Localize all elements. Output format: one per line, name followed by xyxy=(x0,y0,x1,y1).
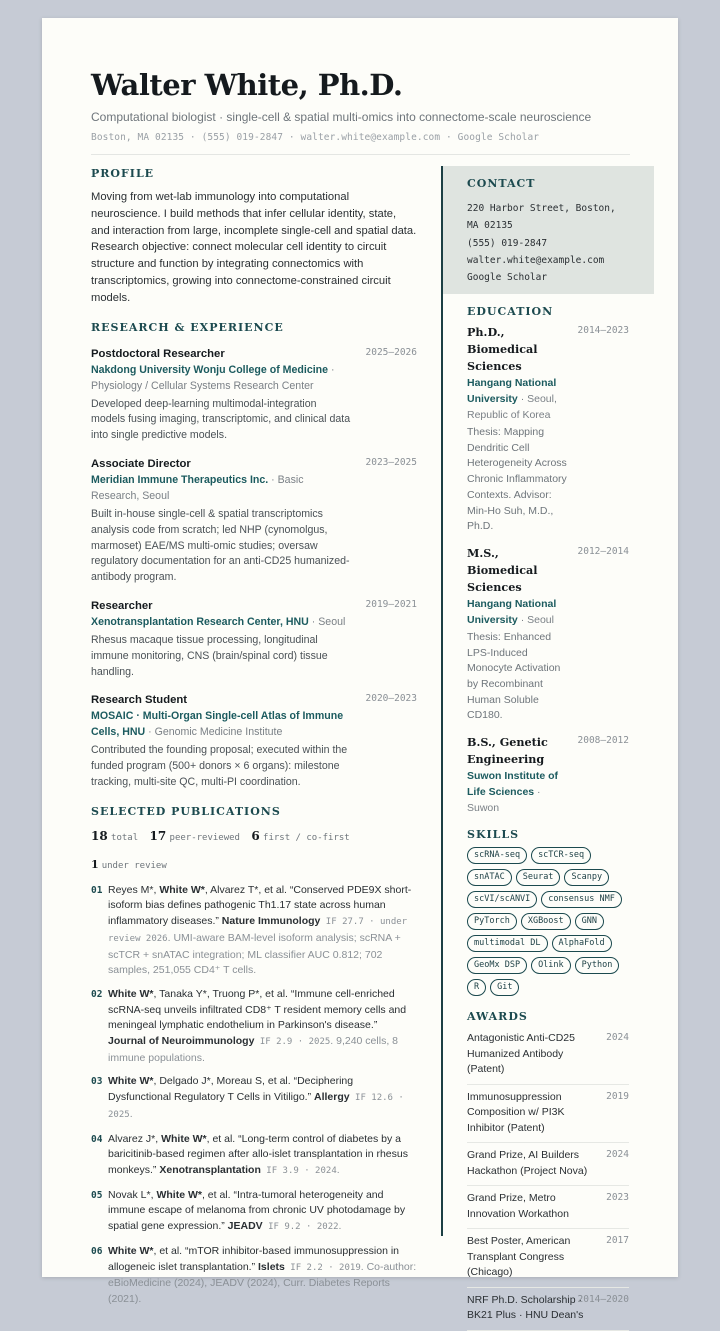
publication-title: , et al. “Long-term control of diabetes by a baricitinib-based regimen after allo-islet transplantation in rhesus monkeys.” xyxy=(108,1132,408,1176)
skill-chip: R xyxy=(467,979,486,996)
education-school: Suwon Institute of Life Sciences xyxy=(467,770,558,799)
experience-date: 2023–2025 xyxy=(365,456,417,468)
publication-title: , et al. “Intra-tumoral heterogeneity and immune escape of melanoma from chronic UV photodamage by spatial gene expression.” xyxy=(108,1188,406,1233)
award-title: Antagonistic Anti-CD25 Humanized Antibody (Patent) xyxy=(467,1032,575,1076)
education-school: Hangang National University xyxy=(467,377,557,405)
publication-number: 01 xyxy=(91,884,103,896)
experience-org: Meridian Immune Therapeutics Inc. xyxy=(91,473,269,486)
publication-stats xyxy=(91,828,417,875)
publication-note: . 9,240 cells, 8 immune populations. xyxy=(108,1035,398,1064)
education-location: · Suwon xyxy=(467,786,541,815)
skill-chip: Scanpy xyxy=(564,869,609,886)
experience-org-detail: · Physiology / Cellular Systems Research Center xyxy=(91,363,335,392)
publication-title: , Alvarez T*, et al. “Conserved PDE9X short-isoform bias defines pathogenic Th1.17 state across human inflammatory diseases.” xyxy=(108,883,412,928)
publication-title: , et al. “mTOR inhibitor-based immunosuppression in allogeneic islet transplantation.” xyxy=(108,1244,399,1273)
publication-self-author: White W* xyxy=(108,1244,154,1257)
skill-chip: multimodal DL xyxy=(467,935,548,952)
tagline: Computational biologist · single-cell & spatial multi-omics into connectome-scale neuroscience xyxy=(91,110,592,124)
stat-first-count: 6 xyxy=(251,828,260,843)
publication-self-author: White W* xyxy=(156,1188,202,1201)
skill-chip: PyTorch xyxy=(467,913,517,930)
publication-impact: IF 2.2 · 2019 xyxy=(284,1262,361,1273)
education-location: · Seoul xyxy=(517,613,554,626)
publication-number: 03 xyxy=(91,1076,103,1088)
contact-phone: (555) 019-2847 xyxy=(467,237,548,249)
award-item xyxy=(467,1186,629,1229)
skill-chip: Git xyxy=(490,979,519,996)
stat-first-label: first / co-first xyxy=(263,832,350,843)
award-title: Grand Prize, AI Builders Hackathon (Project Nova) xyxy=(467,1149,588,1177)
sidebar-column xyxy=(467,305,629,1331)
education-date: 2012–2014 xyxy=(577,545,629,557)
education-degree: B.S., Genetic Engineering xyxy=(467,735,548,767)
publication-note: . xyxy=(129,1107,133,1120)
experience-role: Research Student xyxy=(91,694,188,707)
sidebar-rule xyxy=(441,166,443,1236)
skill-chip: scVI/scANVI xyxy=(467,891,537,908)
award-item xyxy=(467,1085,629,1144)
experience-date: 2020–2023 xyxy=(365,693,417,705)
experience-org-detail: · Basic Research, Seoul xyxy=(91,473,304,502)
stat-review-label: under review xyxy=(101,860,167,871)
skill-chip: consensus NMF xyxy=(541,891,622,908)
experience-org: Xenotransplantation Research Center, HNU xyxy=(91,615,309,628)
experience-description: Rhesus macaque tissue processing, longitudinal immune monitoring, CNS (brain/spinal cord) tissue handling. xyxy=(91,633,328,678)
experience-entry xyxy=(91,346,417,444)
publication-number: 04 xyxy=(91,1133,103,1145)
experience-role: Postdoctoral Researcher xyxy=(91,347,225,360)
education-thesis: Thesis: Enhanced LPS-Induced Monocyte Activation by Recombinant Human Soluble CD180. xyxy=(467,630,561,722)
experience-org-line xyxy=(91,614,353,630)
publication-authors-before: Novak L*, xyxy=(108,1188,157,1201)
experience-org-line xyxy=(91,472,353,504)
publication-authors-before: Reyes M*, xyxy=(108,883,160,896)
stat-review-count: 1 xyxy=(91,857,99,871)
award-year: 2024 xyxy=(606,1032,629,1044)
experience-org: MOSAIC · Multi-Organ Single-cell Atlas of Immune Cells, HNU xyxy=(91,710,344,739)
publication-item xyxy=(91,883,417,979)
publication-journal: Journal of Neuroimmunology xyxy=(108,1035,255,1048)
publication-journal: JEADV xyxy=(227,1220,263,1233)
publications-heading: SELECTED PUBLICATIONS xyxy=(91,804,281,818)
experience-org-line xyxy=(91,362,353,394)
award-title: Grand Prize, Metro Innovation Workathon xyxy=(467,1192,569,1220)
publication-item xyxy=(91,1132,417,1180)
publication-journal: Allergy xyxy=(314,1091,350,1104)
publication-journal: Xenotransplantation xyxy=(159,1163,261,1176)
experience-org-detail: · Genomic Medicine Institute xyxy=(145,726,283,739)
education-entry xyxy=(467,734,629,816)
experience-entry xyxy=(91,692,417,790)
award-year: 2019 xyxy=(606,1090,629,1102)
contact-scholar-link[interactable]: Google Scholar xyxy=(467,272,548,284)
publication-number: 06 xyxy=(91,1245,103,1257)
stat-peer-label: peer-reviewed xyxy=(169,832,240,843)
award-item xyxy=(467,1026,629,1085)
publication-self-author: White W* xyxy=(108,1075,154,1088)
experience-description: Contributed the founding proposal; executed within the funded program (500+ donors × 6 organs): milestone tracking, multi-site QC, multi-PI coordination. xyxy=(91,744,348,788)
publication-authors-before: Alvarez J*, xyxy=(108,1132,162,1145)
publication-journal: Islets xyxy=(258,1260,285,1273)
experience-entry xyxy=(91,598,417,680)
publication-self-author: White W* xyxy=(159,883,205,896)
education-school: Hangang National University xyxy=(467,597,557,626)
education-entry xyxy=(467,545,629,724)
education-heading: EDUCATION xyxy=(467,305,554,318)
experience-role: Associate Director xyxy=(91,457,191,470)
publication-impact: IF 27.7 · under review 2026 xyxy=(108,917,408,944)
education-degree: Ph.D., Biomedical Sciences xyxy=(467,325,538,373)
skill-chip: AlphaFold xyxy=(552,935,612,952)
contact-address: 220 Harbor Street, Boston, MA 02135 xyxy=(467,203,616,232)
education-degree: M.S., Biomedical Sciences xyxy=(467,545,538,594)
education-school-line xyxy=(467,596,571,628)
header-contact-line: Boston, MA 02135 · (555) 019-2847 · walter.white@example.com · Google Scholar xyxy=(91,132,540,143)
publication-self-author: White W* xyxy=(161,1132,207,1145)
publication-self-author: White W* xyxy=(108,987,154,1000)
contact-heading: CONTACT xyxy=(467,177,536,190)
contact-email[interactable]: walter.white@example.com xyxy=(467,254,605,266)
publication-note: . xyxy=(338,1220,342,1233)
publication-note: . UMI-aware BAM-level isoform analysis; scRNA + scTCR + snATAC integration; ML classifier AUC 0.812; 702 samples, 251,055 CD4⁺ T cells. xyxy=(108,931,401,977)
skill-chip: snATAC xyxy=(467,869,512,886)
publication-number: 02 xyxy=(91,988,103,1000)
experience-org-line xyxy=(91,708,353,740)
education-date: 2014–2023 xyxy=(577,325,629,336)
publication-impact: IF 12.6 · 2025 xyxy=(108,1093,404,1120)
stat-peer-count: 17 xyxy=(149,828,167,843)
stat-total-label: total xyxy=(111,832,139,843)
skill-chip: GeoMx DSP xyxy=(467,957,527,974)
publication-item xyxy=(91,1074,417,1123)
contact-section xyxy=(467,177,629,286)
experience-org-detail: · Seoul xyxy=(308,615,346,628)
publication-note: . Co-author: eBioMedicine (2024), JEADV (2024), Curr. Diabetes Reports (2021). xyxy=(108,1260,417,1305)
publication-note: . xyxy=(336,1163,340,1176)
publication-list xyxy=(91,883,417,1308)
experience-entry xyxy=(91,456,417,586)
experience-heading: RESEARCH & EXPERIENCE xyxy=(91,320,284,334)
award-item xyxy=(467,1288,629,1331)
skills-list xyxy=(467,847,629,996)
education-location: · Seoul, Republic of Korea xyxy=(467,393,557,421)
candidate-name: Walter White, Ph.D. xyxy=(91,68,403,102)
education-date: 2008–2012 xyxy=(577,735,629,747)
experience-date: 2019–2021 xyxy=(365,598,417,610)
stat-total-count: 18 xyxy=(91,828,108,843)
skill-chip: Seurat xyxy=(516,869,561,886)
award-year: 2024 xyxy=(606,1149,629,1161)
award-item xyxy=(467,1143,629,1186)
publication-title: , Delgado J*, Moreau S, et al. “Deciphering Dysfunctional Regulatory T Cells in Vitiligo.” xyxy=(108,1075,354,1104)
skill-chip: scTCR-seq xyxy=(531,847,591,864)
education-school-line xyxy=(467,375,571,423)
publication-impact: IF 2.9 · 2025 xyxy=(254,1037,331,1048)
education-school-line xyxy=(467,768,571,816)
skill-chip: scRNA-seq xyxy=(467,847,527,864)
awards-list xyxy=(467,1026,629,1331)
publication-impact: IF 9.2 · 2022 xyxy=(262,1222,339,1233)
publication-item xyxy=(91,1188,417,1236)
skill-chip: GNN xyxy=(575,913,604,930)
main-column xyxy=(91,167,417,1316)
education-thesis: Thesis: Mapping Dendritic Cell Heterogeneity Across Chronic Inflammatory Contexts. Advisor: Min-Ho Suh, M.D., Ph.D. xyxy=(467,426,567,533)
education-list xyxy=(467,324,629,816)
award-year: 2023 xyxy=(606,1192,629,1204)
publication-impact: IF 3.9 · 2024 xyxy=(260,1165,337,1176)
publication-item xyxy=(91,1244,417,1308)
awards-heading: AWARDS xyxy=(467,1010,528,1024)
publication-item xyxy=(91,987,417,1067)
profile-text: Moving from wet-lab immunology into computational neuroscience. I build methods that infer cellular identity, state, and interaction from large, incomplete single-cell and spatial data. Research objective: connect molecular cell identity to circuit structure and function by integrating connectomics with transcriptomics, growing into connectome-constrained circuit models. xyxy=(91,191,417,304)
experience-description: Built in-house single-cell & spatial transcriptomics analysis code from scratch; led NHP (cynomolgus, marmoset) EAE/MS multi-omic studies; oversaw regulatory documentation for an anti-CD25 humanized-antibody program. xyxy=(91,507,350,584)
skills-heading: SKILLS xyxy=(467,828,520,842)
skill-chip: Python xyxy=(575,957,620,974)
skill-chip: XGBoost xyxy=(521,913,571,930)
award-title: Best Poster, American Transplant Congress (Chicago) xyxy=(467,1235,571,1279)
experience-list xyxy=(91,346,417,791)
education-entry xyxy=(467,324,629,535)
experience-org: Nakdong University Wonju College of Medicine xyxy=(91,363,329,376)
publication-number: 05 xyxy=(91,1189,103,1201)
skill-chip: Olink xyxy=(531,957,571,974)
publication-title: , Tanaka Y*, Truong P*, et al. “Immune cell-enriched scRNA-seq unveils infiltrated CD8⁺ T resident memory cells and meningeal lymphatic endothelium in Parkinson's disease.” xyxy=(108,987,407,1032)
award-item xyxy=(467,1229,629,1288)
resume-page xyxy=(42,18,678,1322)
header-divider xyxy=(91,154,630,155)
experience-description: Developed deep-learning multimodal-integration models fusing imaging, transcriptomic, and clinical data into single predictive models. xyxy=(91,397,351,442)
award-year: 2014–2020 xyxy=(577,1293,629,1305)
award-year: 2017 xyxy=(606,1235,629,1247)
experience-date: 2025–2026 xyxy=(365,346,417,358)
profile-heading: PROFILE xyxy=(91,167,155,180)
award-title: NRF Ph.D. Scholarship · BK21 Plus · HNU Dean's xyxy=(467,1293,584,1322)
publication-journal: Nature Immunology xyxy=(221,915,321,928)
award-title: Immunosuppression Composition w/ PI3K Inhibitor (Patent) xyxy=(467,1090,565,1134)
experience-role: Researcher xyxy=(91,599,153,612)
